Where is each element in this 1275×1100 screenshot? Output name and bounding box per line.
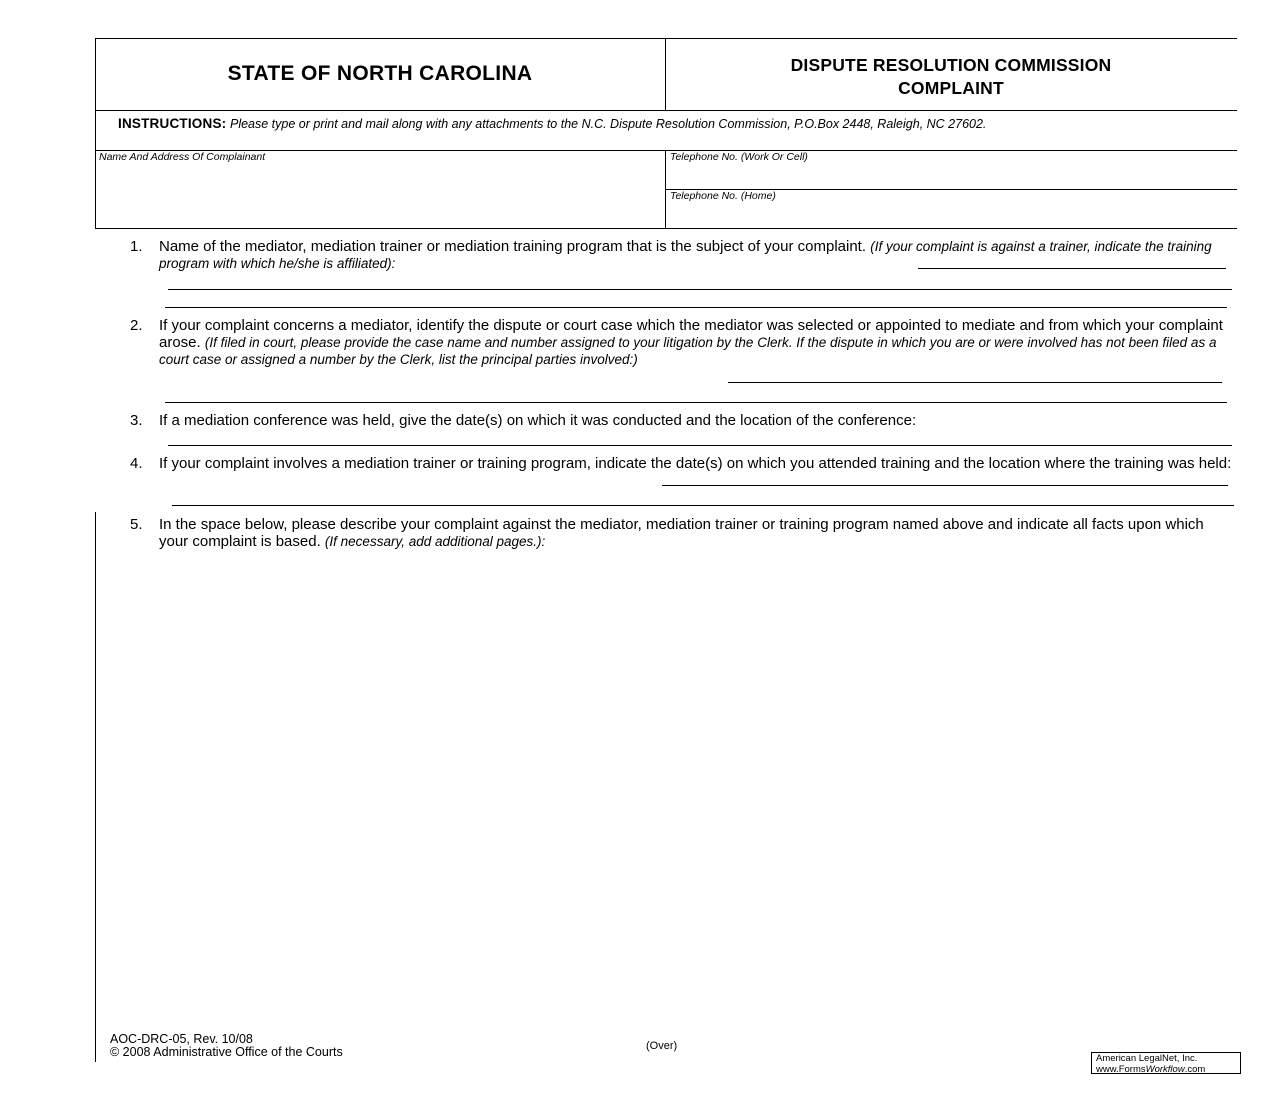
phone-home-label: Telephone No. (Home) bbox=[670, 190, 776, 202]
left-border-lower bbox=[95, 512, 96, 1062]
form-id: AOC-DRC-05, Rev. 10/08 bbox=[110, 1032, 253, 1046]
question-5-text: In the space below, please describe your complaint against the mediator, mediation trainer or training program named above and indicate all facts upon which your complaint is based. bbox=[159, 516, 1204, 550]
answer-1-line-b[interactable] bbox=[168, 289, 1232, 290]
question-1-note: (If your complaint is against a trainer, indicate the training program with which he/she is affiliated): bbox=[159, 239, 1212, 271]
question-1-text: Name of the mediator, mediation trainer or mediation training program that is the subject of your complaint. bbox=[159, 238, 867, 255]
answer-4-line-a[interactable] bbox=[662, 485, 1228, 486]
top-border bbox=[95, 38, 1237, 39]
complainant-bottom-line bbox=[95, 228, 1237, 229]
instructions-bottom-line bbox=[95, 150, 1237, 151]
instructions-label: INSTRUCTIONS: bbox=[118, 116, 227, 131]
answer-1-line-a[interactable] bbox=[918, 268, 1226, 269]
question-5-number: 5. bbox=[130, 516, 143, 533]
vendor-name: American LegalNet, Inc. bbox=[1096, 1053, 1198, 1064]
name-address-field[interactable] bbox=[96, 164, 664, 227]
question-2-number: 2. bbox=[130, 317, 143, 334]
answer-3-line[interactable] bbox=[168, 445, 1232, 446]
state-title: STATE OF NORTH CAROLINA bbox=[227, 62, 533, 85]
question-3-number: 3. bbox=[130, 412, 143, 429]
vendor-site: www.FormsWorkflow.com bbox=[1096, 1063, 1206, 1075]
question-1-number: 1. bbox=[130, 238, 143, 255]
question-4-text: If your complaint involves a mediation trainer or training program, indicate the date(s) on which you attended training and the location where the training was held: bbox=[159, 455, 1232, 472]
answer-2-line-a[interactable] bbox=[728, 382, 1222, 383]
answer-4-line-b[interactable] bbox=[172, 505, 1234, 506]
instructions bbox=[118, 117, 1233, 131]
form-title-line1: DISPUTE RESOLUTION COMMISSION bbox=[790, 55, 1112, 75]
vendor-badge bbox=[1091, 1052, 1241, 1074]
over-label: (Over) bbox=[646, 1040, 678, 1052]
question-5-note: (If necessary, add additional pages.): bbox=[324, 534, 546, 549]
form-title-line2: COMPLAINT bbox=[898, 78, 1004, 98]
question-2-text: If your complaint concerns a mediator, identify the dispute or court case which the mediator was selected or appointed to mediate and from which your complaint arose. bbox=[159, 317, 1223, 351]
answer-1-line-c[interactable] bbox=[165, 307, 1227, 308]
question-4-number: 4. bbox=[130, 455, 143, 472]
complaint-description-area[interactable] bbox=[160, 560, 1230, 1020]
header-bottom-line bbox=[95, 110, 1237, 111]
phone-work-label: Telephone No. (Work Or Cell) bbox=[670, 151, 808, 163]
question-3-text: If a mediation conference was held, give the date(s) on which it was conducted and the location of the conference: bbox=[159, 412, 917, 429]
copyright: © 2008 Administrative Office of the Courts bbox=[110, 1045, 343, 1059]
question-2-note: (If filed in court, please provide the case name and number assigned to your litigation by the Clerk. If the dispute in which you are or were involved has not been filed as a court case or assigned a number by the Clerk, list the principal parties involved:) bbox=[159, 335, 1217, 367]
phone-work-field[interactable] bbox=[666, 164, 1236, 188]
instructions-text: Please type or print and mail along with any attachments to the N.C. Dispute Resolution Commission, P.O.Box 2448, Raleigh, NC 27602. bbox=[229, 117, 987, 131]
answer-2-line-b[interactable] bbox=[165, 402, 1227, 403]
name-address-label: Name And Address Of Complainant bbox=[99, 151, 266, 163]
phone-home-field[interactable] bbox=[666, 203, 1236, 227]
form-title bbox=[665, 54, 1237, 100]
